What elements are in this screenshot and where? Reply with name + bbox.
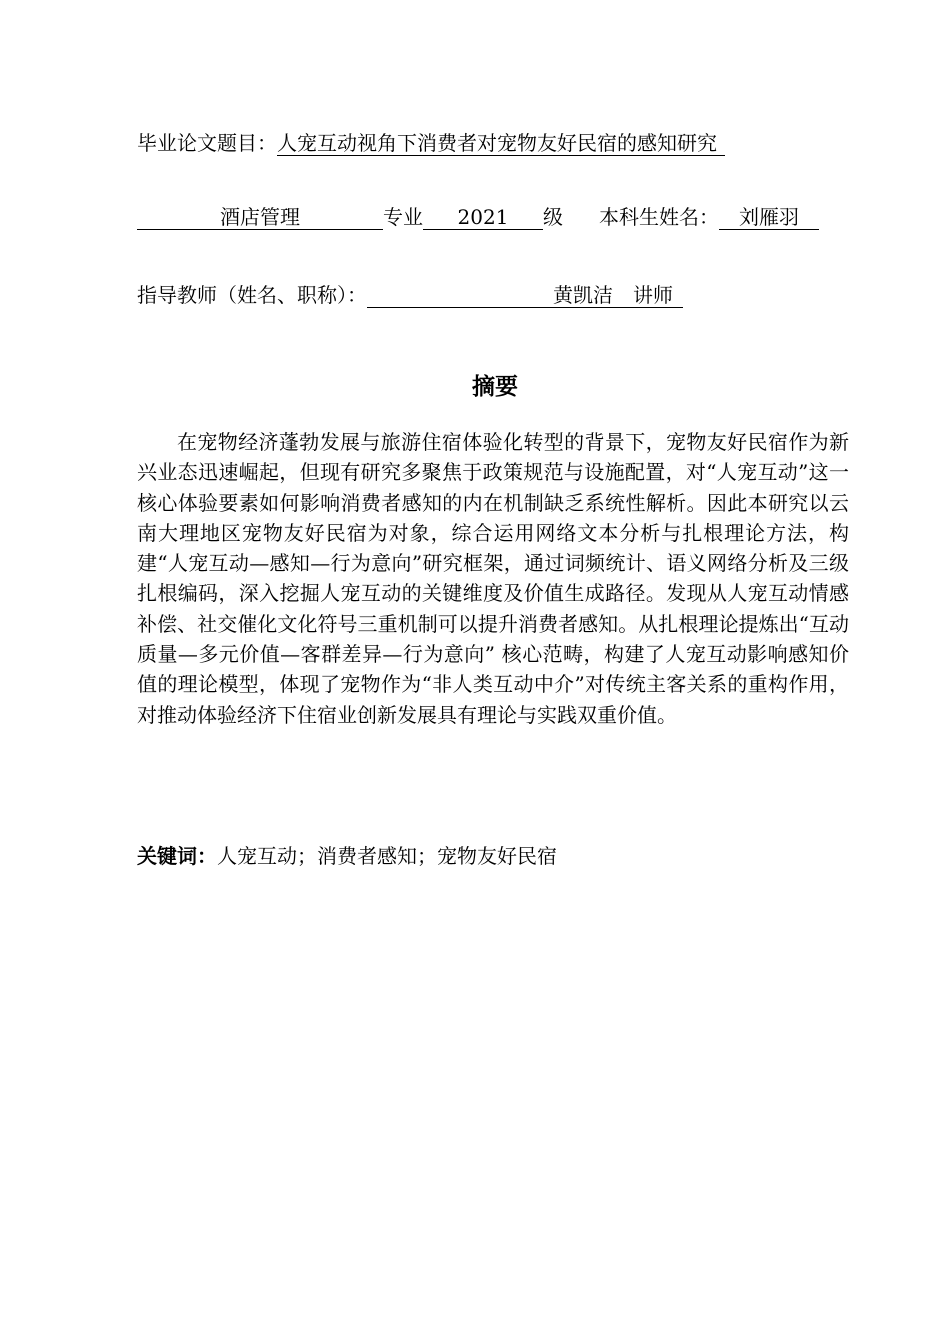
major-value: 酒店管理 — [137, 205, 383, 230]
major-label: 专业 — [383, 205, 423, 229]
year-value: 2021 — [423, 205, 543, 230]
year-label: 级 — [543, 205, 563, 229]
student-name-value: 刘雁羽 — [719, 205, 819, 230]
advisor-value: 黄凯洁 讲师 — [367, 283, 683, 308]
abstract-heading: 摘要 — [472, 374, 518, 400]
keywords-label: 关键词： — [137, 844, 217, 868]
thesis-title-line — [137, 130, 725, 156]
thesis-title-label: 毕业论文题目： — [137, 131, 277, 155]
student-name-label: 本科生姓名： — [599, 205, 719, 229]
advisor-label: 指导教师（姓名、职称）： — [137, 283, 367, 307]
major-line — [137, 204, 819, 230]
thesis-title-value: 人宠互动视角下消费者对宠物友好民宿的感知研究 — [277, 131, 725, 156]
abstract-body: 在宠物经济蓬勃发展与旅游住宿体验化转型的背景下，宠物友好民宿作为新兴业态迅速崛起，但现有研究多聚焦于政策规范与设施配置，对“人宠互动”这一核心体验要素如何影响消费者感知的内在机制缺乏系统性解析。因此本研究以云南大理地区宠物友好民宿为对象，综合运用网络文本分析与扎根理论方法，构建“人宠互动—感知—行为意向”研究框架，通过词频统计、语义网络分析及三级扎根编码，深入挖掘人宠互动的关键维度及价值生成路径。发现从人宠互动情感补偿、社交催化文化符号三重机制可以提升消费者感知。从扎根理论提炼出“互动质量—多元价值—客群差异—行为意向” 核心范畴，构建了人宠互动影响感知价值的理论模型，体现了宠物作为“非人类互动中介”对传统主客关系的重构作用，对推动体验经济下住宿业创新发展具有理论与实践双重价值。 — [137, 430, 849, 727]
advisor-line — [137, 282, 683, 308]
keywords-value: 人宠互动；消费者感知；宠物友好民宿 — [217, 844, 557, 868]
keywords-line — [137, 843, 557, 869]
